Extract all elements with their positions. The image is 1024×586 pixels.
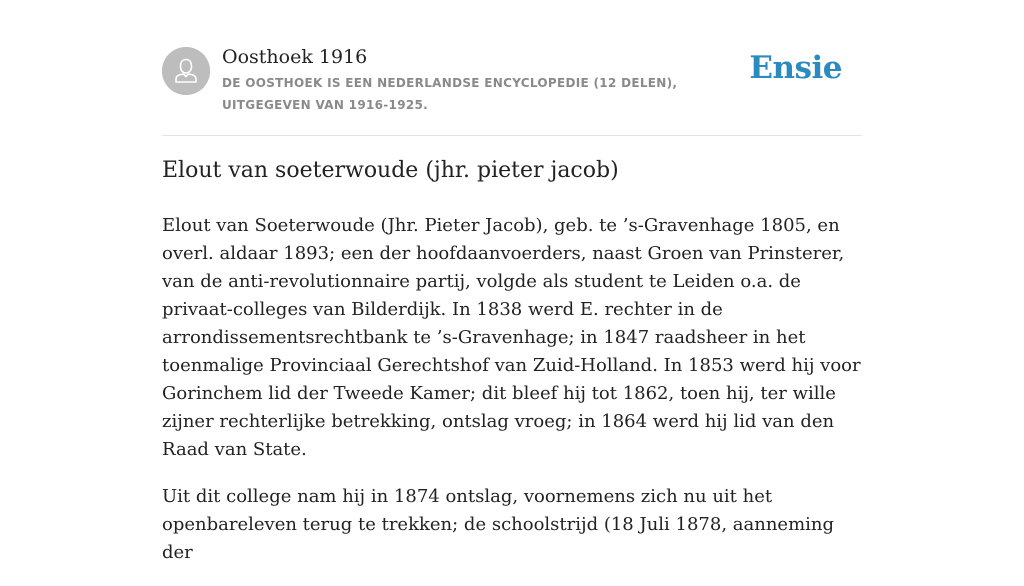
- source-description: DE OOSTHOEK IS EEN NEDERLANDSE ENCYCLOPEDIE (12 DELEN), UITGEGEVEN VAN 1916-1925.: [222, 76, 678, 112]
- ensie-logo[interactable]: Ensie: [749, 50, 842, 86]
- article-paragraph: Elout van Soeterwoude (Jhr. Pieter Jacob), geb. te ’s-Gravenhage 1805, en overl. aldaar 1893; een der hoofdaanvoerders, naast Groen van Prinsterer, van de anti-revolutionnaire partij, volgde als student te Leiden o.a. de privaat-colleges van Bilderdijk. In 1838 werd E. rechter in de arrondissementsrechtbank te ’s-Gravenhage; in 1847 raadsheer in het toenmalige Provinciaal Gerechtshof van Zuid-Holland. In 1853 werd hij voor Gorinchem lid der Tweede Kamer; dit bleef hij tot 1862, toen hij, ter wille zijner rechterlijke betrekking, ontslag vroeg; in 1864 werd hij lid van den Raad van State.: [162, 215, 861, 460]
- article-body: [162, 212, 862, 586]
- header-divider: [162, 135, 862, 136]
- user-avatar-icon[interactable]: [162, 47, 210, 95]
- article-paragraph: Uit dit college nam hij in 1874 ontslag, voornemens zich nu uit het openbareleven terug te trekken; de schoolstrijd (18 Juli 1878, aanneming der: [162, 486, 835, 563]
- article-title: Elout van soeterwoude (jhr. pieter jacob): [162, 158, 619, 183]
- source-header: [162, 44, 862, 124]
- source-name[interactable]: Oosthoek 1916: [222, 46, 368, 68]
